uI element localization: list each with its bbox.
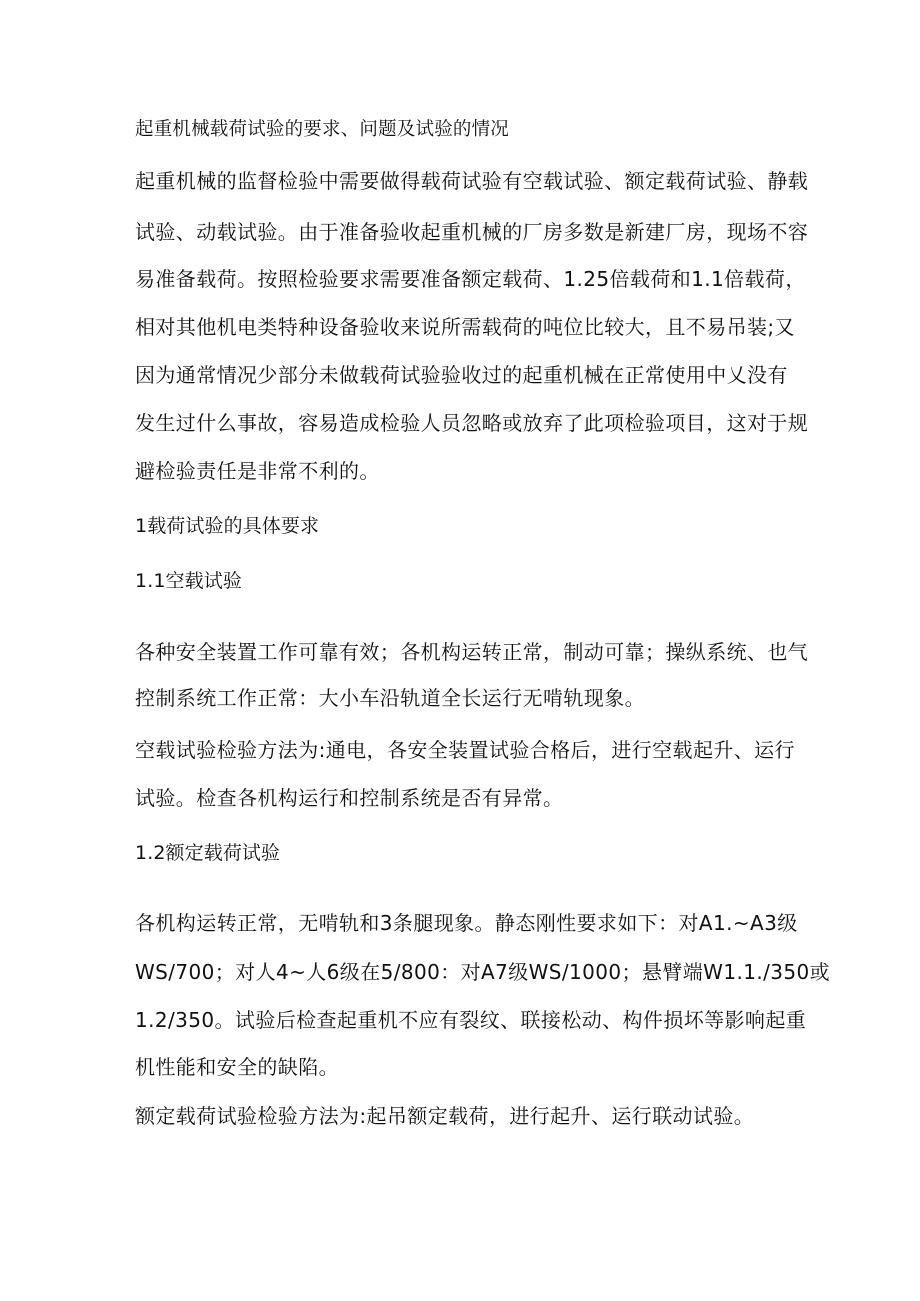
intro-line-4: 相对其他机电类特种设备验收来说所需载荷的吨位比较大，且不易吊装;又 [135, 315, 795, 339]
intro-line-3: 易准备载荷。按照检验要求需要准备额定载荷、1.25倍载荷和1.1倍载荷， [135, 267, 806, 291]
intro-line-7: 避检验责任是非常不利的。 [135, 459, 380, 483]
section-1-2-para1-line-1: 各机构运转正常，无啃轨和3条腿现象。静态刚性要求如下：对A1.~A3级 [135, 911, 798, 935]
document-title: 起重机械载荷试验的要求、问题及试验的情况 [135, 119, 510, 140]
section-1-1-para1-line-2: 控制系统工作正常：大小车沿轨道全长运行无啃轨现象。 [135, 686, 645, 710]
section-1-2-para1-line-4: 机性能和安全的缺陷。 [135, 1055, 339, 1079]
intro-line-5: 因为通常情况少部分未做载荷试验验收过的起重机械在正常使用中乂没有 [135, 363, 788, 387]
intro-line-1: 起重机械的监督检验中需要做得载荷试验有空载试验、额定载荷试验、静载 [135, 169, 809, 193]
section-1-2-para2-line-1: 额定载荷试验检验方法为:起吊额定载荷，进行起升、运行联动试验。 [135, 1104, 755, 1128]
section-1-1-heading: 1.1空载试验 [135, 570, 242, 592]
section-1-1-para2-line-1: 空载试验检验方法为:通电，各安全装置试验合格后，进行空载起升、运行 [135, 738, 795, 762]
intro-line-6: 发生过什么事故，容易造成检验人员忽略或放弃了此项检验项目，这对于规 [135, 411, 809, 435]
section-1-2-para1-line-3: 1.2/350。试验后检查起重机不应有裂纹、联接松动、构件损坏等影响起重 [135, 1008, 807, 1032]
section-1-heading: 1载荷试验的具体要求 [135, 515, 320, 537]
section-1-1-para2-line-2: 试验。检查各机构运行和控制系统是否有异常。 [135, 786, 564, 810]
section-1-2-para1-line-2: WS/700；对人4~人6级在5/800：对A7级WS/1000；悬臂端W1.1./350或 [135, 960, 830, 984]
section-1-2-heading: 1.2额定载荷试验 [135, 842, 281, 864]
intro-line-2: 试验、动载试验。由于准备验收起重机械的厂房多数是新建厂房，现场不容 [135, 220, 809, 244]
section-1-1-para1-line-1: 各种安全装置工作可靠有效；各机构运转正常，制动可靠；操纵系统、也气 [135, 640, 809, 664]
